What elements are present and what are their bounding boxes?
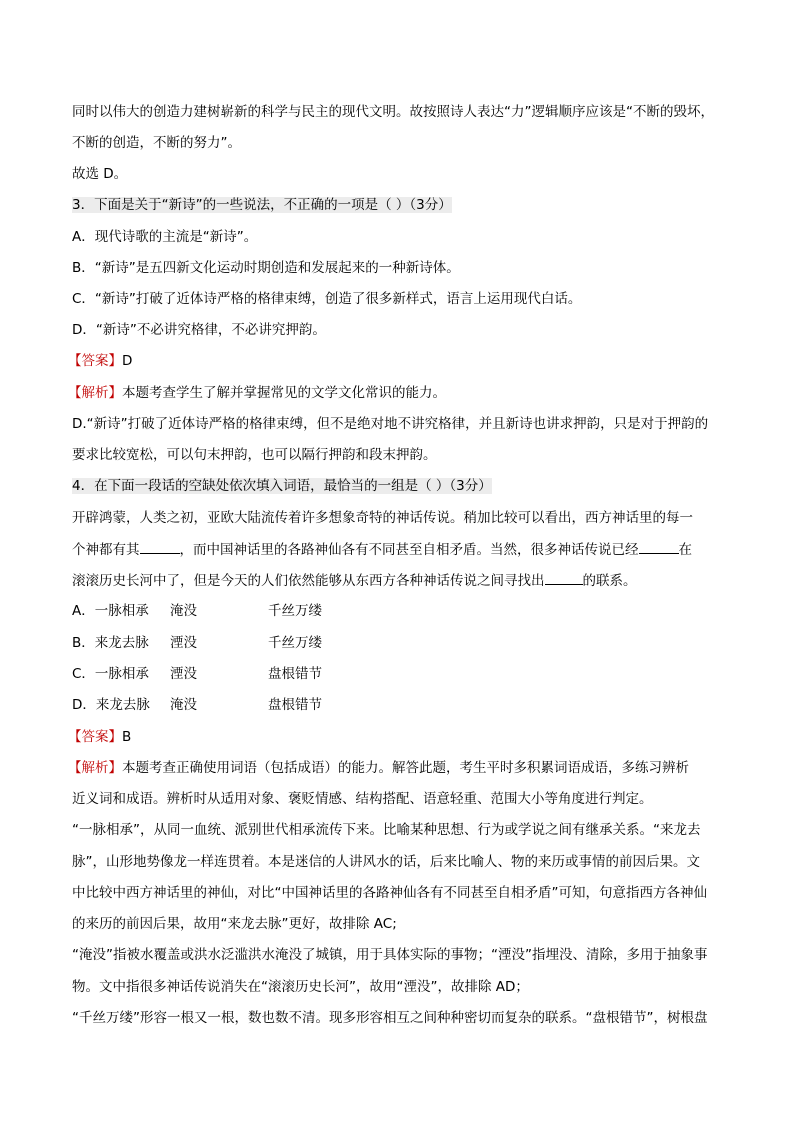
analysis-line: “千丝万缕”形容一根又一根，数也数不清。现多形容相互之间种种密切而复杂的联系。“盘根错节”，树根盘	[72, 1010, 708, 1026]
answer-value: B	[122, 729, 132, 745]
analysis-line: 脉”，山形地势像龙一样连贯着。本是迷信的人讲风水的话，后来比喻人、物的来历或事情的前因后果。文	[72, 854, 700, 870]
analysis-line: 近义词和成语。辨析时从适用对象、褒贬情感、结构搭配、语意轻重、范围大小等角度进行判定。	[72, 791, 653, 807]
question-4-analysis	[68, 760, 689, 776]
answer-tag: 【答案】	[68, 729, 122, 745]
text-line: 故选 D。	[72, 166, 128, 182]
question-4-stem-text: 4．在下面一段话的空缺处依次填入词语，最恰当的一组是（ ）（3分）	[72, 478, 492, 494]
analysis-text: 本题考查正确使用词语（包括成语）的能力。解答此题，考生平时多积累词语成语，多练习辨析	[122, 760, 689, 776]
option-word: A．一脉相承	[72, 603, 149, 619]
passage-text: 滚滚历史长河中了，但是今天的人们依然能够从东西方各种神话传说之间寻找出	[72, 573, 545, 589]
option-word: D．来龙去脉	[72, 697, 150, 713]
question-4-passage-line	[72, 572, 637, 589]
question-4-passage-line: 开辟鸿蒙，人类之初，亚欧大陆流传着许多想象奇特的神话传说。稍加比较可以看出，西方神话里的每一	[72, 510, 693, 526]
fill-blank-3	[545, 572, 583, 585]
option-word: 湮没	[170, 666, 197, 682]
analysis-text: 本题考查学生了解并掌握常见的文学文化常识的能力。	[122, 385, 446, 401]
analysis-line: “一脉相承”，从同一血统、派别世代相承流传下来。比喻某种思想、行为或学说之间有继承关系。“来龙去	[72, 822, 701, 838]
question-4-option-d	[72, 697, 322, 713]
analysis-line: 中比较中西方神话里的神仙，对比“中国神话里的各路神仙各有不同甚至自相矛盾”可知，句意指西方各神仙	[72, 885, 707, 901]
question-3-answer	[68, 353, 132, 369]
question-4-answer	[68, 729, 131, 745]
option-word: 千丝万缕	[268, 635, 322, 651]
fill-blank-2	[639, 541, 679, 554]
question-4-option-a	[72, 603, 322, 619]
question-3-stem	[72, 197, 452, 213]
analysis-line: 要求比较宽松，可以句末押韵，也可以隔行押韵和段末押韵。	[72, 447, 437, 463]
text-line: 同时以伟大的创造力建树崭新的科学与民主的现代文明。故按照诗人表达“力”逻辑顺序应该是“不断的毁坏，	[72, 104, 714, 120]
analysis-line: D.“新诗”打破了近体诗严格的格律束缚，但不是绝对地不讲究格律，并且新诗也讲求押韵，只是对于押韵的	[72, 416, 709, 432]
analysis-tag: 【解析】	[68, 760, 122, 776]
fill-blank-1	[140, 541, 180, 554]
option-word: C．一脉相承	[72, 666, 149, 682]
option-word: B．来龙去脉	[72, 635, 149, 651]
passage-text: ，而中国神话里的各路神仙各有不同甚至自相矛盾。当然，很多神话传说已经	[179, 542, 639, 558]
option-word: 湮没	[170, 635, 197, 651]
question-3-option-b: B．“新诗”是五四新文化运动时期创造和发展起来的一种新诗体。	[72, 260, 460, 276]
analysis-line: 的来历的前因后果，故用“来龙去脉”更好，故排除 AC;	[72, 916, 397, 932]
question-3-stem-text: 3．下面是关于“新诗”的一些说法，不正确的一项是（ ）（3分）	[72, 197, 452, 213]
passage-text: 在	[678, 542, 692, 558]
question-4-passage-line	[72, 541, 692, 558]
analysis-line: “淹没”指被水覆盖或洪水泛滥洪水淹没了城镇，用于具体实际的事物；“湮没”指埋没、清除，多用于抽象事	[72, 947, 708, 963]
option-word: 盘根错节	[268, 666, 322, 682]
question-3-option-c: C．“新诗”打破了近体诗严格的格律束缚，创造了很多新样式，语言上运用现代白话。	[72, 291, 582, 307]
question-4-option-c	[72, 666, 322, 682]
passage-text: 个神都有其	[72, 542, 140, 558]
analysis-line: 物。文中指很多神话传说消失在“滚滚历史长河”，故用“湮没”，故排除 AD；	[72, 979, 529, 995]
question-3-analysis	[68, 385, 446, 401]
text-line: 不断的创造，不断的努力”。	[72, 135, 241, 151]
question-4-stem	[72, 478, 492, 494]
passage-text: 的联系。	[582, 573, 637, 589]
option-word: 淹没	[170, 697, 197, 713]
answer-tag: 【答案】	[68, 353, 122, 369]
option-word: 盘根错节	[268, 697, 322, 713]
analysis-tag: 【解析】	[68, 385, 122, 401]
answer-value: D	[122, 353, 133, 369]
option-word: 千丝万缕	[268, 603, 322, 619]
question-3-option-a: A．现代诗歌的主流是“新诗”。	[72, 229, 258, 245]
option-word: 淹没	[170, 603, 197, 619]
question-3-option-d: D．“新诗”不必讲究格律，不必讲究押韵。	[72, 322, 326, 338]
question-4-option-b	[72, 635, 322, 651]
